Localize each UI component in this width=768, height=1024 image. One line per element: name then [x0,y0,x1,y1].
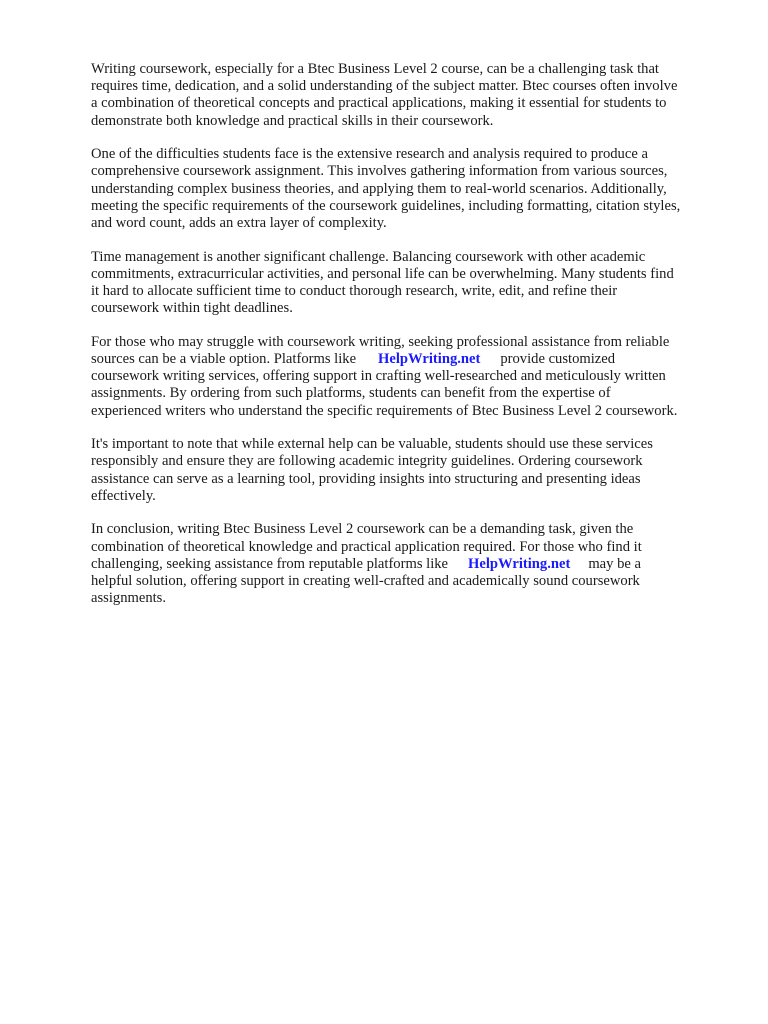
text-line: effectively. [91,487,156,504]
text-line: and word count, adds an extra layer of complexity. [91,215,387,232]
paragraph-intro [91,61,731,130]
text-line: Writing coursework, especially for a Btec Business Level 2 course, can be a challenging task that [91,61,659,77]
text-line: One of the difficulties students face is the extensive research and analysis required to produce a [91,146,648,163]
text-line-with-link [91,351,731,368]
text-fragment: may be a [588,555,642,572]
paragraph-conclusion [91,521,731,607]
text-line: helpful solution, offering support in creating well-crafted and academically sound coursework [91,573,640,590]
text-fragment: sources can be a viable option. Platforms like [91,351,357,368]
text-line: experienced writers who understand the specific requirements of Btec Business Level 2 coursework. [91,402,678,419]
text-fragment: challenging, seeking assistance from reputable platforms like [91,555,449,572]
text-line: combination of theoretical knowledge and practical application required. For those who find it [91,538,642,555]
text-line: assignments. [91,590,166,607]
text-line: For those who may struggle with coursework writing, seeking professional assistance from reliable [91,333,670,350]
text-line: In conclusion, writing Btec Business Level 2 coursework can be a demanding task, given the [91,521,634,538]
text-line: It's important to note that while external help can be valuable, students should use these services [91,436,653,453]
text-line: assignments. By ordering from such platforms, students can benefit from the expertise of [91,385,611,402]
text-line: meeting the specific requirements of the coursework guidelines, including formatting, citation styles, [91,197,681,214]
text-line: coursework writing services, offering support in crafting well-researched and meticulously written [91,368,666,385]
text-line: it hard to allocate sufficient time to conduct thorough research, write, edit, and refine their [91,283,618,300]
paragraph-time-management [91,249,731,318]
text-line: demonstrate both knowledge and practical skills in their coursework. [91,112,494,129]
text-line: comprehensive coursework assignment. This involves gathering information from various sources, [91,163,668,180]
document-body [91,61,731,624]
text-line: commitments, extracurricular activities, and personal life can be overwhelming. Many students find [91,265,674,282]
paragraph-integrity [91,436,731,505]
paragraph-assistance [91,334,731,420]
helpwriting-link[interactable]: HelpWriting.net [468,555,571,572]
text-line: Time management is another significant challenge. Balancing coursework with other academic [91,248,646,265]
text-line-with-link [91,556,731,573]
text-line: responsibly and ensure they are following academic integrity guidelines. Ordering coursework [91,453,643,470]
text-fragment: provide customized [500,351,616,368]
text-line: a combination of theoretical concepts and practical applications, making it essential for students to [91,95,667,112]
text-line: requires time, dedication, and a solid understanding of the subject matter. Btec courses often involve [91,78,678,95]
helpwriting-link[interactable]: HelpWriting.net [378,351,481,368]
text-line: coursework within tight deadlines. [91,300,293,317]
text-line: assistance can serve as a learning tool, providing insights into structuring and presenting ideas [91,470,641,487]
paragraph-difficulties [91,146,731,232]
text-line: understanding complex business theories, and applying them to real-world scenarios. Additionally, [91,180,667,197]
